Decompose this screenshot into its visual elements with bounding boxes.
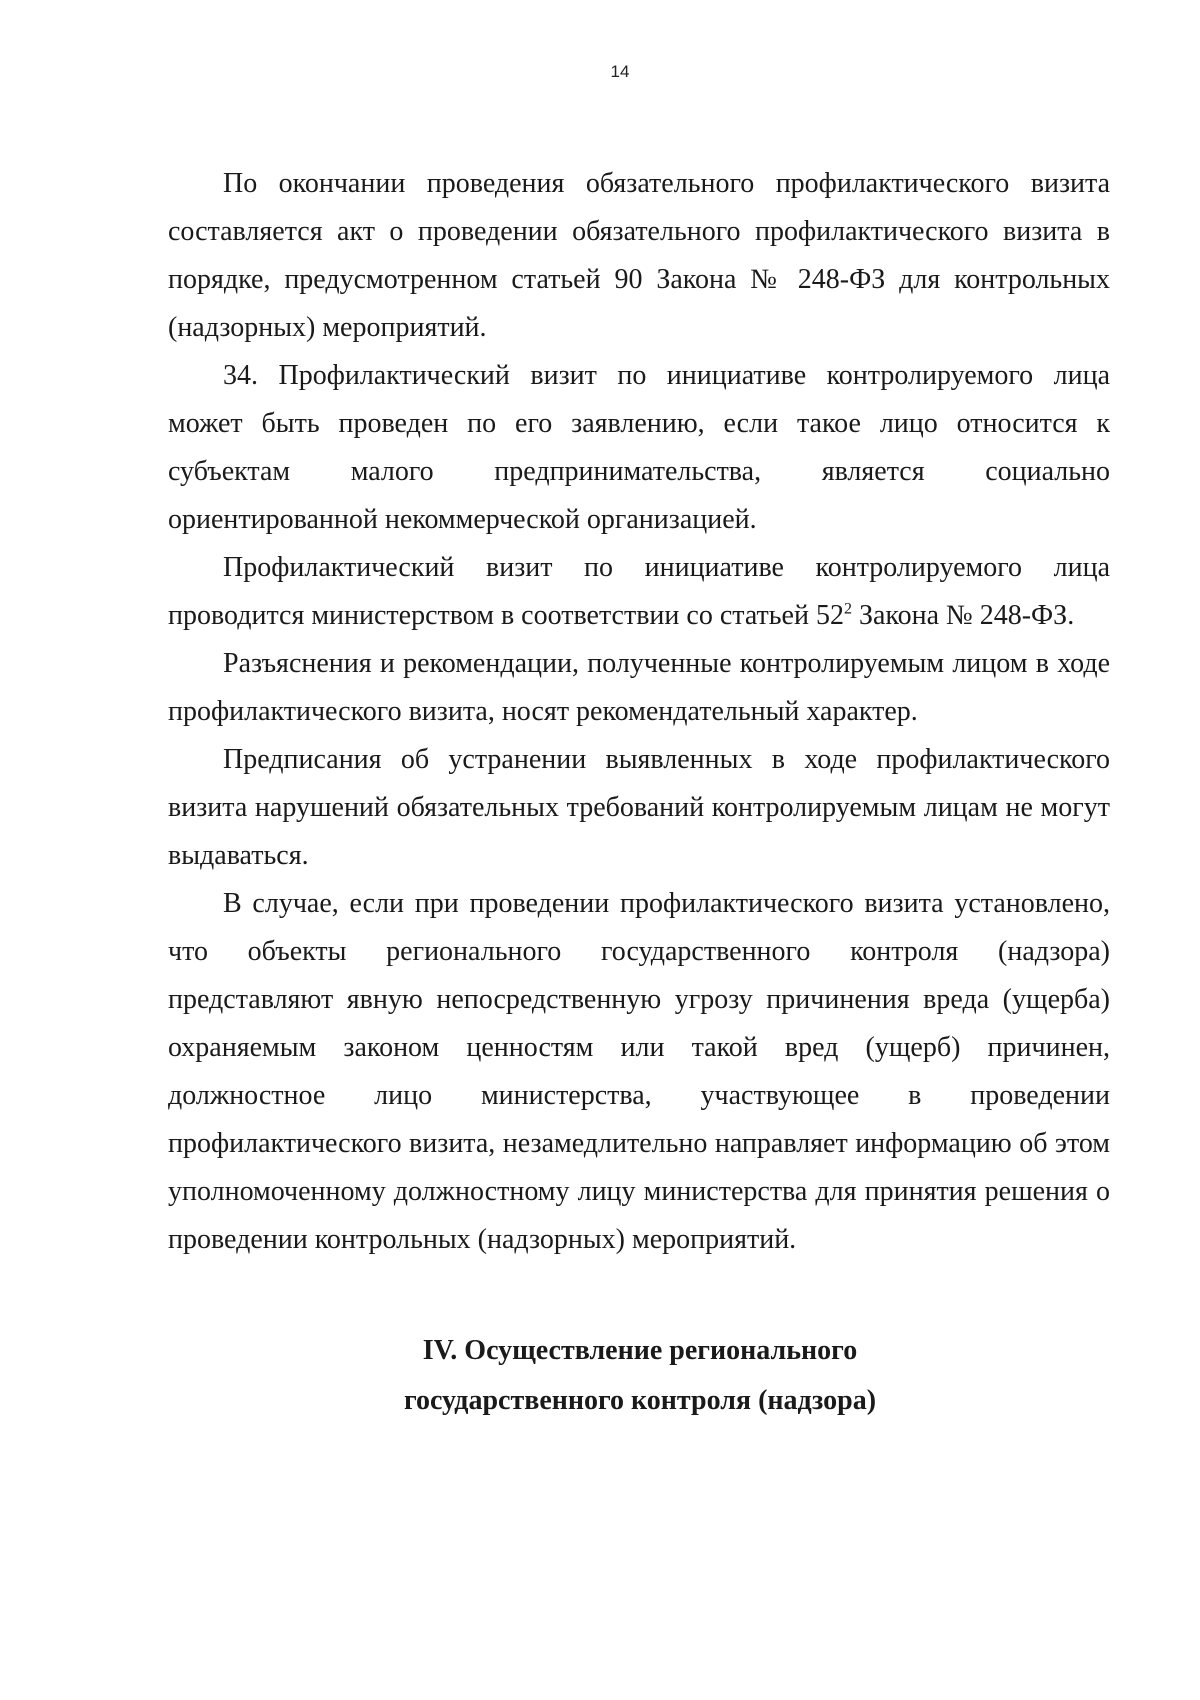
paragraph-threat-case: В случае, если при проведении профилактического визита установлено, что объекты регионального государственного контроля (надзора) представляют явную непосредственную угрозу причинения вреда (ущерба) охраняемым законом ценностям или такой вред (ущерб) причинен, должностное лицо министерства, участвующее в проведении профилактического визита, незамедлительно направляет информацию об этом уполномоченному должностному лицу министерства для принятия решения о проведении контрольных (надзорных) мероприятий. <box>168 888 1110 1255</box>
document-body <box>168 160 1110 1264</box>
section-heading-line-1: IV. Осуществление регионального <box>422 1335 858 1366</box>
section-heading-line-2: государственного контроля (надзора) <box>403 1385 877 1416</box>
section-heading <box>0 1326 1200 1426</box>
paragraph-34-initiative-visit: 34. Профилактический визит по инициативе контролируемого лица может быть проведен по его заявлению, если такое лицо относится к субъектам малого предпринимательства, является социально ориентированной некоммерческой организацией. <box>168 360 1110 535</box>
paragraph-visit-conduct <box>168 544 1110 640</box>
paragraph-explanations: Разъяснения и рекомендации, полученные контролируемым лицом в ходе профилактического визита, носят рекомендательный характер. <box>168 648 1110 727</box>
paragraph-act-drafting: По окончании проведения обязательного профилактического визита составляется акт о проведении обязательного профилактического визита в порядке, предусмотренном статьей 90 Закона № 248-ФЗ для контрольных (надзорных) мероприятий. <box>168 168 1110 343</box>
article-superscript: 2 <box>843 600 852 618</box>
paragraph-visit-conduct-text: Профилактический визит по инициативе контролируемого лица проводится министерством в соответствии со статьей 52 <box>168 552 1110 631</box>
paragraph-visit-conduct-tail: Закона № 248-ФЗ. <box>851 600 1075 631</box>
page-number: 14 <box>610 62 630 81</box>
paragraph-prescriptions: Предписания об устранении выявленных в ходе профилактического визита нарушений обязательных требований контролируемым лицам не могут выдаваться. <box>168 744 1110 871</box>
